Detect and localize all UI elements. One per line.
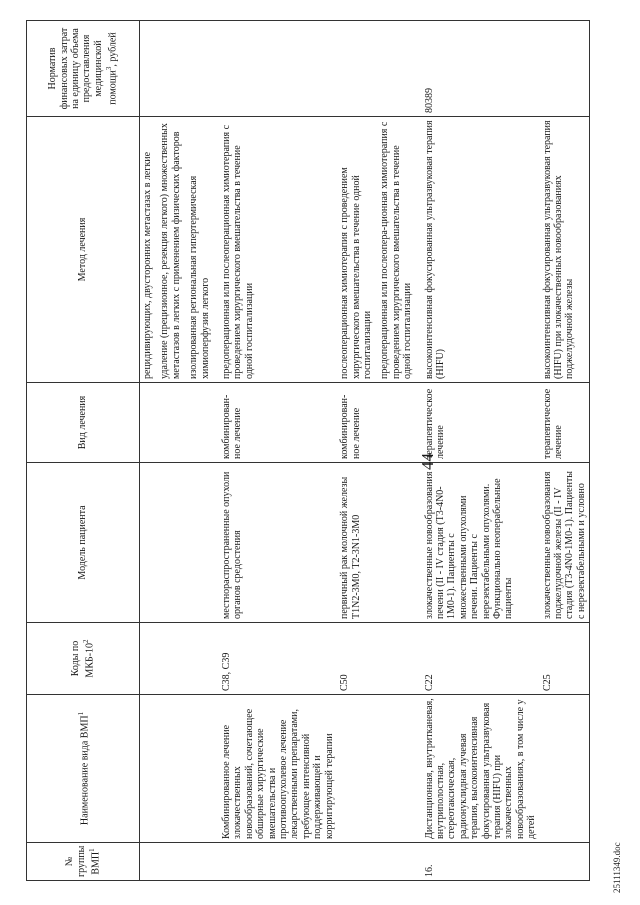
header-type-text: Вид лечения (77, 395, 89, 450)
cell-type: комбинирован-ное лечение (337, 383, 421, 463)
cell-norm (540, 21, 590, 117)
cell-norm (337, 21, 421, 117)
header-norm-text: Норматив финансовых затрат на единицу объема предоставления медицинской помощи (47, 27, 119, 110)
header-num-sup: 1 (88, 848, 97, 852)
cell-method (422, 117, 540, 383)
header-norm (27, 21, 140, 117)
table-row (422, 21, 540, 881)
table-header-row (27, 21, 140, 881)
cell-name (140, 695, 220, 843)
cell-method (540, 117, 590, 383)
method-text: изолированная региональная гипертермическая химиоперфузия легкого (188, 175, 211, 379)
table-row (540, 21, 590, 881)
cell-name: Дистанционная, внутритканевая, внутриполостная, стереотаксическая, радионуклидная лучевая терапия, высокоинтенсивная фокусированная ультразвуковая терапия (HIFU) при злокачественных новообразованиях, в том числе у детей (422, 695, 540, 843)
header-method (27, 117, 140, 383)
header-type (27, 383, 140, 463)
cell-num: 16. (422, 843, 540, 881)
cell-method (337, 117, 421, 383)
cell-num (540, 843, 590, 881)
header-num-text: № группы ВМП (64, 845, 102, 877)
table-row (140, 21, 220, 881)
cell-num (219, 843, 337, 881)
cell-codes (140, 623, 220, 695)
header-name-sup: 1 (76, 711, 85, 716)
cell-norm: 80389 (422, 21, 540, 117)
table-row (337, 21, 421, 881)
cell-method (219, 117, 337, 383)
cell-name (540, 695, 590, 843)
method-text: рецидивирующих, двусторонних метастазах в легкие (142, 151, 153, 379)
header-model-text: Модель пациента (77, 505, 89, 580)
page-number: 44 (418, 453, 437, 470)
method-text: предоперационная или послеопера-ционная химиотерапия с проведением хирургического вмешательства в течение одной госпитализации (379, 121, 414, 379)
header-codes-text: Коды по МКБ-10 (69, 640, 96, 678)
cell-model: злокачественные новообразования печени (II - IV стадия (T3-4N0-1M0-1). Пациенты с множественными опухолями печени. Пациенты с нерезектабельными опухолями. Функционально неоперабельные пациенты (422, 463, 540, 623)
cell-model: местнораспространенные опухоли органов средостения (219, 463, 337, 623)
header-norm-sup: 3 (105, 66, 114, 71)
method-text: высокоинтенсивная фокусированная ультразвуковая терапия (HIFU) (423, 120, 446, 379)
cell-num (140, 843, 220, 881)
method-text: высокоинтенсивная фокусированная ультразвуковая терапия (HIFU) при злокачественных новообразованиях поджелудочной железы (541, 120, 576, 379)
cell-type: терапевтическое лечение (540, 383, 590, 463)
cell-type: комбинирован-ное лечение (219, 383, 337, 463)
method-text: послеоперационная химиотерапия с проведением хирургического вмешательства в течение одной госпитализации (339, 167, 373, 379)
cell-codes: C25 (540, 623, 590, 695)
cell-type: терапевтическое лечение (422, 383, 540, 463)
header-method-text: Метод лечения (77, 217, 89, 282)
cell-name: Комбинированное лечение злокачественных новообразований, сочетающее обширные хирургические вмешательства и противоопухолевое лечение лекарственными препаратами, требующее интенсивной поддерживающей и корригирующей терапии (219, 695, 337, 843)
header-name-text: Наименование вида ВМП (78, 715, 90, 826)
cell-name (337, 695, 421, 843)
cell-codes: C38, C39 (219, 623, 337, 695)
cell-codes: C22 (422, 623, 540, 695)
header-norm-tail: , рублей (107, 32, 119, 67)
header-codes-sup: 2 (82, 639, 91, 643)
cell-norm (140, 21, 220, 117)
treatment-table (26, 20, 590, 881)
header-codes (27, 623, 140, 695)
cell-method (140, 117, 220, 383)
cell-codes: C50 (337, 623, 421, 695)
cell-num (337, 843, 421, 881)
cell-norm (219, 21, 337, 117)
cell-model (140, 463, 220, 623)
header-name (27, 695, 140, 843)
method-text: предоперационная или послеоперационная химиотерапия с проведением хирургического вмешательства в течение одной госпитализации (221, 124, 255, 379)
cell-type (140, 383, 220, 463)
cell-model: злокачественные новообразования поджелудочной железы (II - IV стадия (T3-4N0-1M0-1). Пациенты с нерезектабельными и условно (540, 463, 590, 623)
header-num (27, 843, 140, 881)
document-id: 25111349.doc (612, 842, 622, 893)
method-text: удаление (прецизионное, резекция легкого) множественных метастазов в легких с применением физических факторов (159, 123, 182, 379)
cell-model: первичный рак молочной железы T1N2-3M0, T2-3N1-3M0 (337, 463, 421, 623)
table-row (219, 21, 337, 881)
header-model (27, 463, 140, 623)
